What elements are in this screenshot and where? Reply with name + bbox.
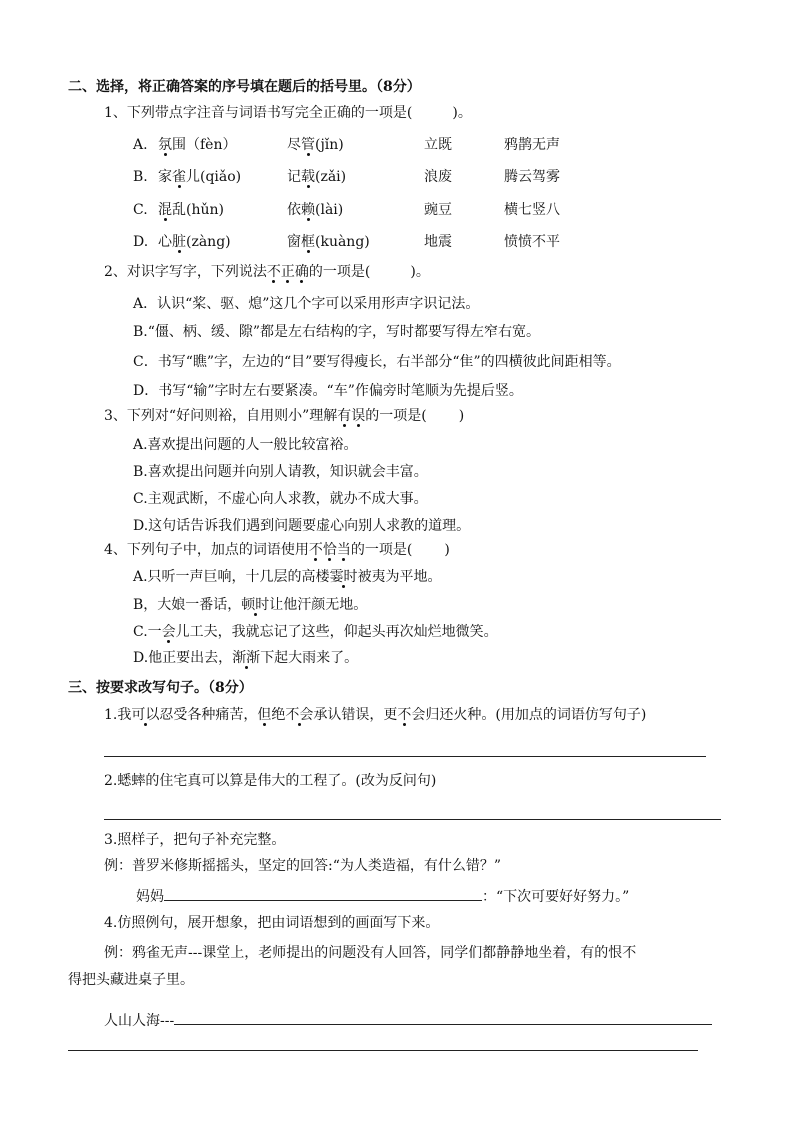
section-3-heading: 三、按要求改写句子。（8分） [68, 680, 253, 696]
q4-option-a: A.只听一声巨响，十几层的高楼霎时被夷为平地。 [133, 569, 442, 585]
option-word-3: 豌豆 [424, 202, 452, 218]
option-letter: D. [133, 234, 149, 250]
option-word-1: 氛围（fèn） [158, 137, 237, 153]
dotted-emphasis: 不正确 [266, 264, 309, 280]
s3-q4-prompt: 人山人海--- [104, 1010, 712, 1028]
option-word-1: 心脏(zàng) [158, 234, 231, 250]
s3-q2-text: 2.蟋蟀的住宅真可以算是伟大的工程了。(改为反问句) [104, 773, 437, 789]
answer-blank-s3-q4[interactable] [174, 1010, 712, 1025]
option-word-3: 地震 [424, 234, 452, 250]
q2-option-d: D．书写“输”字时左右要紧凑。“车”作偏旁时笔顺为先提后竖。 [133, 383, 523, 399]
answer-line-s3-q4-continued[interactable] [68, 1050, 698, 1051]
q3-option-b: B.喜欢提出问题并向别人请教，知识就会丰富。 [133, 464, 428, 480]
q3-option-c: C.主观武断，不虚心向人求教，就办不成大事。 [133, 491, 428, 507]
q3-option-a: A.喜欢提出问题的人一般比较富裕。 [133, 437, 358, 453]
s3-q3-fill: 妈妈 ：“下次可要好好努力。” [136, 886, 629, 904]
q4-stem: 4、下列句子中，加点的词语使用不恰当的一项是( ) [104, 542, 450, 558]
answer-blank-s3-q3[interactable] [164, 886, 482, 901]
q2-option-a: A．认识“桨、驱、熄”这几个字可以采用形声字识记法。 [133, 296, 480, 312]
q4-option-c: C.一会儿工夫，我就忘记了这些，仰起头再次灿烂地微笑。 [133, 624, 498, 640]
s3-q4-example-line-2: 得把头藏进桌子里。 [68, 972, 194, 988]
option-letter: A. [133, 137, 148, 153]
option-word-4: 愤愤不平 [504, 234, 560, 250]
s3-q4-title: 4.仿照例句，展开想象，把由词语想到的画面写下来。 [104, 915, 440, 931]
option-word-3: 浪废 [424, 169, 452, 185]
answer-line-s3-q2[interactable] [104, 819, 721, 820]
q3-option-d: D.这句话告诉我们遇到问题要虚心向别人求教的道理。 [133, 518, 471, 534]
option-word-2: 记载(zǎi) [287, 169, 347, 185]
dotted-emphasis: 不恰当 [308, 542, 351, 558]
q1-stem-text: 1、下列带点字注音与词语书写完全正确的一项是( [104, 105, 413, 121]
option-word-4: 腾云驾雾 [504, 169, 560, 185]
option-word-2: 依赖(lài) [287, 202, 344, 218]
answer-line-s3-q1[interactable] [104, 756, 706, 757]
option-word-4: 横七竖八 [504, 202, 560, 218]
s3-q3-example: 例：普罗米修斯摇摇头，坚定的回答:“为人类造福，有什么错？” [104, 858, 502, 874]
q1-stem [104, 106, 472, 120]
option-word-1: 混乱(hǔn) [158, 202, 224, 218]
option-word-2: 窗框(kuàng) [287, 234, 370, 250]
dotted-emphasis: 有误 [337, 408, 366, 424]
q4-option-d: D.他正要出去，渐渐下起大雨来了。 [133, 650, 359, 666]
q2-stem: 2、对识字写字，下列说法不正确的一项是( )。 [104, 264, 430, 280]
q3-stem: 3、下列对“好问则裕，自用则小”理解有误的一项是( ) [104, 408, 465, 424]
option-word-2: 尽管(jǐn) [287, 137, 344, 153]
q4-option-b: B，大娘一番话，顿时让他汗颜无地。 [133, 597, 368, 613]
section-2-heading: 二、选择，将正确答案的序号填在题后的括号里。（8分） [68, 79, 421, 95]
option-word-1: 家雀儿(qiǎo) [158, 169, 242, 185]
s3-q1-text: 1.我可以忍受各种痛苦，但绝不会承认错误，更不会归还火种。(用加点的词语仿写句子) [104, 707, 647, 723]
q1-stem-end: )。 [452, 105, 472, 121]
q2-option-c: C．书写“瞧”字，左边的“目”要写得瘦长，右半部分“隹”的四横彼此间距相等。 [133, 354, 621, 370]
option-word-4: 鸦鹊无声 [504, 137, 560, 153]
option-word-3: 立既 [424, 137, 452, 153]
q2-option-b: B.“僵、柄、缓、隙”都是左右结构的字，写时都要写得左窄右宽。 [133, 324, 541, 340]
option-letter: C. [133, 202, 148, 218]
option-letter: B. [133, 169, 148, 185]
s3-q4-example-line-1: 例：鸦雀无声---课堂上，老师提出的问题没有人回答，同学们都静静地坐着，有的恨不 [104, 945, 637, 961]
s3-q3-title: 3.照样子，把句子补充完整。 [104, 832, 286, 848]
